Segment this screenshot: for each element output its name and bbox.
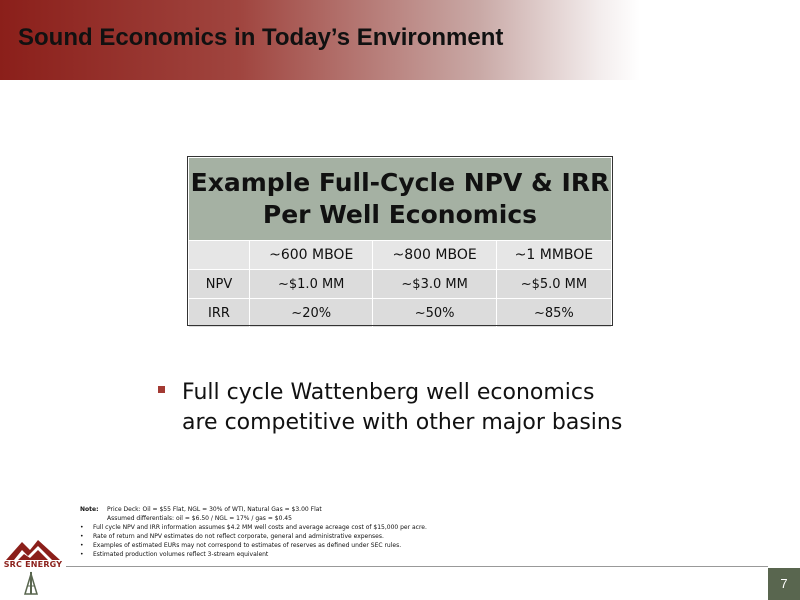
table-header-cell: ~1 MMBOE xyxy=(496,241,611,270)
table-cell: ~$1.0 MM xyxy=(250,270,373,299)
table-header-row xyxy=(189,241,612,270)
table-cell: ~20% xyxy=(250,299,373,328)
table-cell: ~50% xyxy=(373,299,496,328)
header-banner xyxy=(0,0,800,80)
table-title-line1: Example Full-Cycle NPV & IRR xyxy=(190,168,610,197)
row-label: NPV xyxy=(189,270,250,299)
table-row xyxy=(189,270,612,299)
note-price-deck: Price Deck: Oil = $55 Flat, NGL = 30% of WTI, Natural Gas = $3.00 Flat xyxy=(107,506,322,513)
table-header-empty xyxy=(189,241,250,270)
note-item: • Examples of estimated EURs may not correspond to estimates of reserves as defined under SEC rules. xyxy=(80,542,402,549)
table-header-cell: ~800 MBOE xyxy=(373,241,496,270)
logo-text: SRC ENERGY xyxy=(3,560,63,569)
page-number-badge: 7 xyxy=(768,568,800,600)
note-label: Note: xyxy=(80,506,99,513)
table-header-cell: ~600 MBOE xyxy=(250,241,373,270)
row-label: IRR xyxy=(189,299,250,328)
note-differentials: Assumed differentials: oil = $6.50 / NGL = 17% / gas = $0.45 xyxy=(107,515,292,522)
bullet-line1: Full cycle Wattenberg well economics xyxy=(182,380,595,405)
table-title xyxy=(189,158,612,241)
table-cell: ~85% xyxy=(496,299,611,328)
bullet-line2: are competitive with other major basins xyxy=(182,410,623,435)
table-row xyxy=(189,299,612,328)
table-cell: ~$5.0 MM xyxy=(496,270,611,299)
footnotes xyxy=(80,505,520,559)
note-item: • Full cycle NPV and IRR information assumes $4.2 MM well costs and average acreage cost of $15,000 per acre. xyxy=(80,524,427,531)
table-title-line2: Per Well Economics xyxy=(262,200,538,229)
bullet-square-icon xyxy=(158,386,165,393)
footer-divider xyxy=(66,566,768,567)
bullet-point xyxy=(158,378,638,438)
economics-table xyxy=(188,157,612,328)
slide-title: Sound Economics in Today’s Environment xyxy=(18,24,504,51)
table-cell: ~$3.0 MM xyxy=(373,270,496,299)
note-item: • Estimated production volumes reflect 3-stream equivalent xyxy=(80,551,269,558)
note-item: • Rate of return and NPV estimates do not reflect corporate, general and administrative expenses. xyxy=(80,533,384,540)
